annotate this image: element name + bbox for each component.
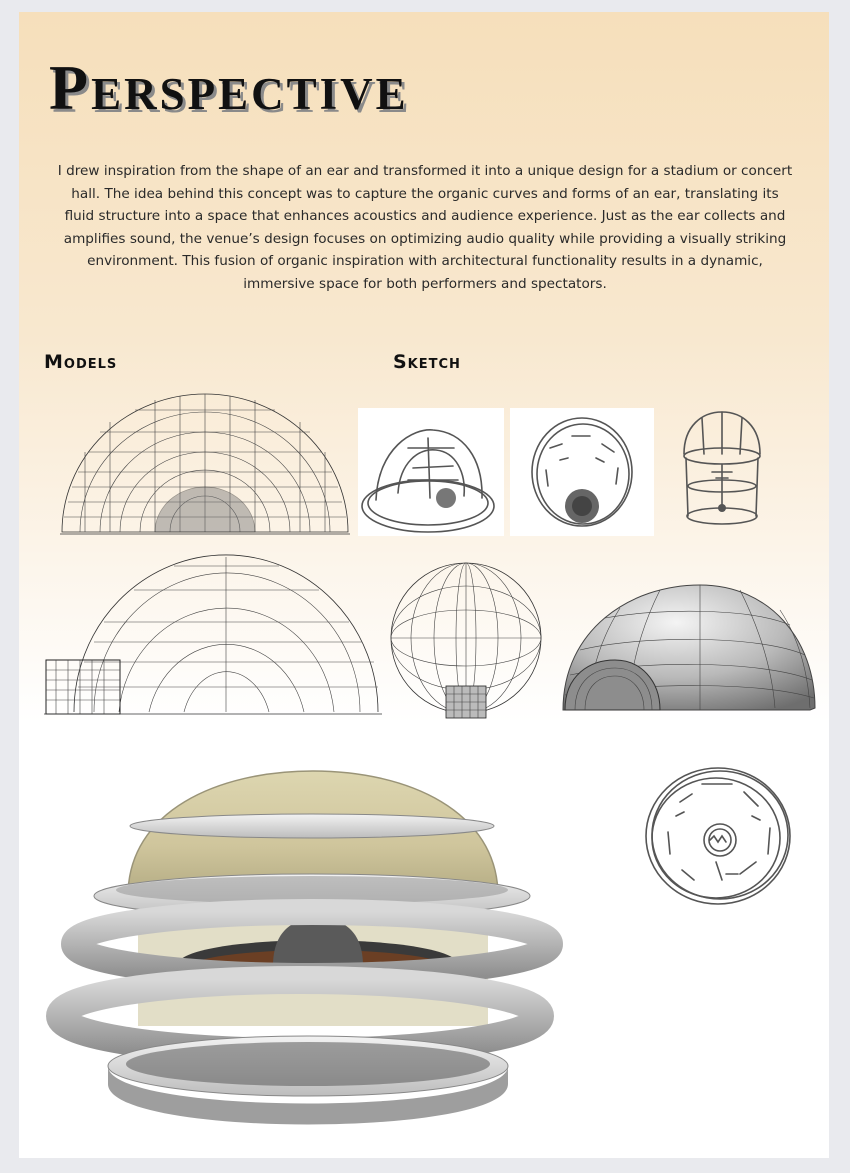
wireframe-dome-front-icon xyxy=(60,392,350,537)
ear-plan-sketch-icon xyxy=(640,762,795,912)
sphere-sketch-icon xyxy=(510,408,654,536)
wireframe-dome-side-icon xyxy=(44,552,382,717)
dome-sketch-icon xyxy=(358,408,504,536)
sketch-heading: Sketch xyxy=(393,351,461,373)
shaded-dome-icon xyxy=(560,580,818,720)
wireframe-sphere-icon xyxy=(388,562,544,722)
models-heading: Models xyxy=(44,351,118,373)
page-title: Perspective xyxy=(49,52,409,123)
description: I drew inspiration from the shape of an ear and transformed it into a unique design for a stadium or concert hall. The idea behind this concept was to capture the organic curves and forms of an ear, translating its fluid structure into a space that enhances acoustics and audience experience. Just as the ear collects and amplifies sound, the venue’s design focuses on optimizing audio quality while providing a visually striking environment. This fusion of organic inspiration with architectural functionality results in a dynamic, immersive space for both performers and spectators. xyxy=(57,163,793,292)
tower-sketch-icon xyxy=(672,406,772,531)
concert-hall-render-icon xyxy=(48,766,606,1146)
